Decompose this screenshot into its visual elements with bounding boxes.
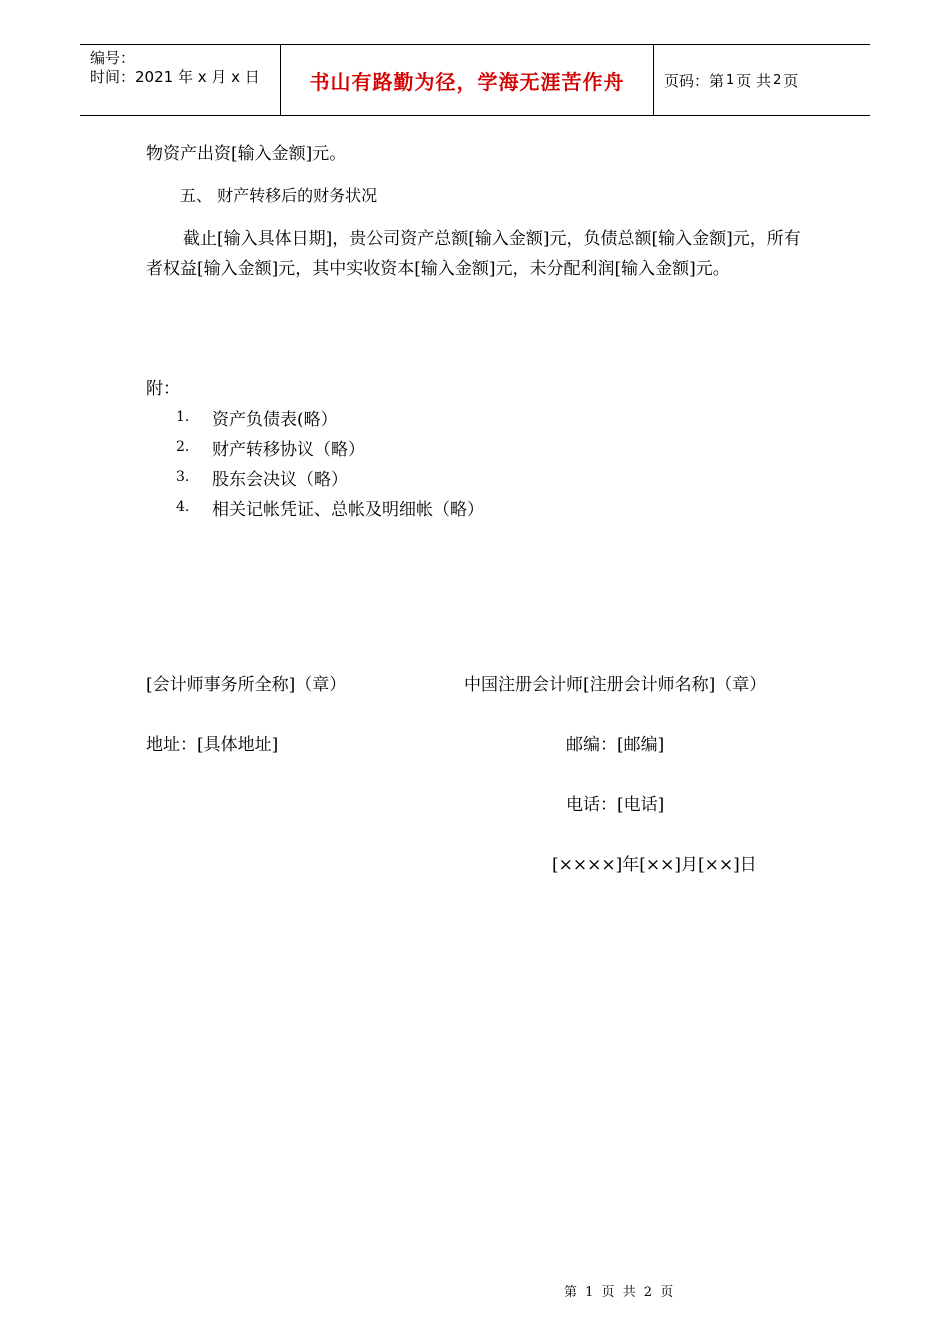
page-suffix: 页: [783, 71, 799, 90]
continued-line: 物资产出资[输入金额]元。: [146, 144, 347, 164]
signature-date: [××××]年[××]月[××]日: [552, 855, 757, 875]
accountant-signature: 中国注册会计师[注册会计师名称]（章）: [464, 675, 767, 695]
address-line: 地址：[具体地址]: [146, 735, 279, 755]
attachment-number: 1.: [176, 409, 190, 425]
attachments-label: 附：: [146, 379, 180, 399]
attachment-item: 资产负债表(略）: [212, 410, 338, 430]
page-prefix: 页码：第: [664, 71, 725, 90]
doc-time-label: 时间：2021 年 x 月 x 日: [90, 68, 260, 86]
attachment-item: 股东会决议（略）: [212, 470, 348, 490]
page-current: 1: [726, 72, 735, 88]
phone-line: 电话：[电话]: [566, 795, 665, 815]
attachment-number: 3.: [176, 469, 190, 485]
header-page-info: [654, 45, 870, 115]
header-motto: 书山有路勤为径，学海无涯苦作舟: [281, 45, 654, 115]
attachment-item: 相关记帐凭证、总帐及明细帐（略）: [212, 500, 484, 520]
header-meta: [80, 45, 281, 115]
document-header: [80, 44, 870, 116]
firm-signature: [会计师事务所全称]（章）: [146, 675, 347, 695]
doc-number-label: 编号：: [90, 49, 136, 67]
attachment-number: 4.: [176, 499, 190, 515]
postcode-line: 邮编：[邮编]: [566, 735, 665, 755]
page-mid: 页 共: [736, 71, 772, 90]
page-footer: 第 1 页 共 2 页: [564, 1285, 676, 1300]
page-total: 2: [773, 72, 782, 88]
attachment-item: 财产转移协议（略）: [212, 440, 365, 460]
attachment-number: 2.: [176, 439, 190, 455]
section-5-title: 五、 财产转移后的财务状况: [180, 186, 378, 205]
section-5-paragraph: 截止[输入具体日期]，贵公司资产总额[输入金额]元，负债总额[输入金额]元，所有者权益[输入金额]元，其中实收资本[输入金额]元，未分配利润[输入金额]元。: [146, 229, 801, 279]
